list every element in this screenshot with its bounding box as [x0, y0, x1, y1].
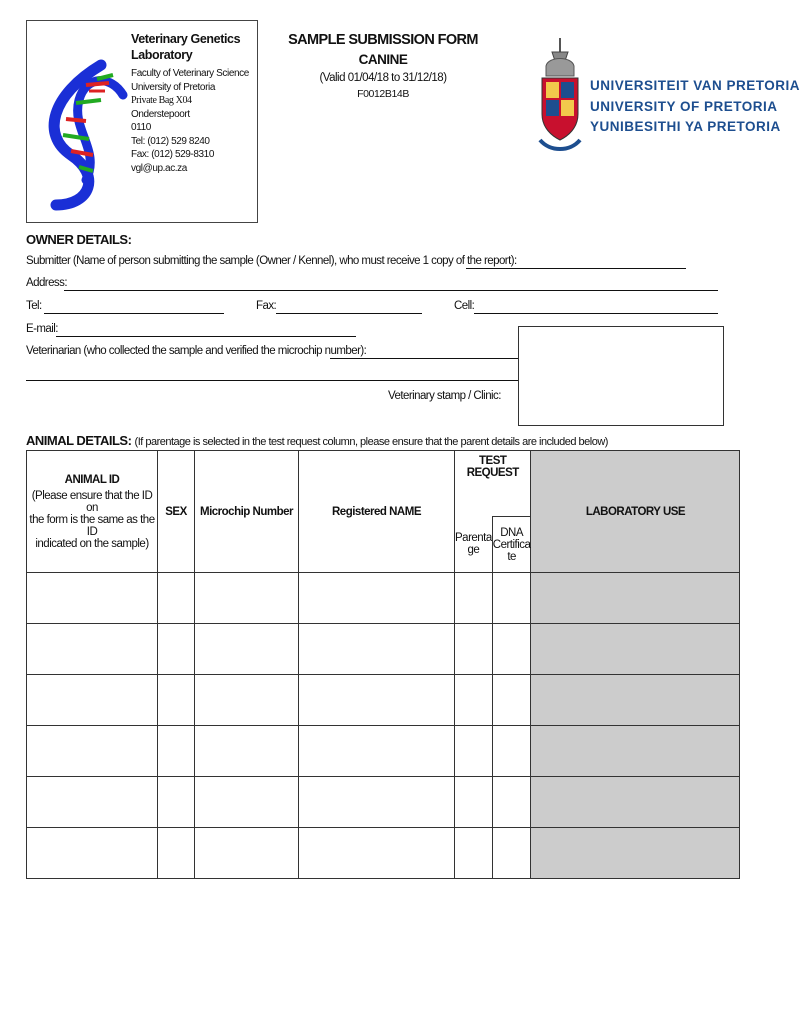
cell-animal-id[interactable]: [27, 573, 158, 624]
table-row: [27, 624, 740, 675]
veterinarian-label: Veterinarian (who collected the sample and verified the microchip number):: [26, 345, 367, 357]
address-label: Address:: [26, 277, 67, 289]
col-registered-name: Registered NAME: [299, 451, 455, 573]
form-validity: (Valid 01/04/18 to 31/12/18): [319, 72, 447, 84]
col-parentage: [455, 517, 493, 573]
lab-title-2: Laboratory: [131, 48, 193, 62]
cell-laboratory-use: [531, 777, 740, 828]
cell-dna-certificate[interactable]: [492, 726, 531, 777]
cell-sex[interactable]: [158, 573, 195, 624]
university-name-af: UNIVERSITEIT VAN PRETORIA: [590, 78, 800, 93]
veterinarian-field[interactable]: [330, 358, 518, 359]
cell-laboratory-use: [531, 675, 740, 726]
col-dna-3: te: [507, 550, 516, 563]
cell-animal-id[interactable]: [27, 675, 158, 726]
cell-parentage[interactable]: [455, 675, 493, 726]
lab-fax: Fax: (012) 529-8310: [131, 149, 215, 160]
address-field[interactable]: [64, 290, 718, 291]
cell-registered-name[interactable]: [299, 675, 455, 726]
lab-title: Veterinary Genetics: [131, 32, 241, 46]
col-sex: SEX: [158, 451, 195, 573]
cell-animal-id[interactable]: [27, 828, 158, 879]
form-header: [283, 30, 483, 101]
university-names: [590, 76, 800, 138]
col-dna-2: Certifica: [492, 538, 531, 551]
col-animal-id-note-1: (Please ensure that the ID on: [31, 489, 153, 514]
email-field[interactable]: [56, 336, 356, 337]
cell-sex[interactable]: [158, 675, 195, 726]
lab-postcode: 0110: [131, 122, 151, 133]
cell-registered-name[interactable]: [299, 573, 455, 624]
cell-microchip[interactable]: [195, 675, 299, 726]
cell-sex[interactable]: [158, 777, 195, 828]
form-code: F0012B14B: [357, 88, 409, 100]
cell-laboratory-use: [531, 573, 740, 624]
fax-label: Fax:: [256, 300, 277, 312]
lab-town: Onderstepoort: [131, 108, 190, 120]
col-dna-1: DNA: [500, 526, 524, 539]
col-animal-id-note-2: the form is the same as the ID: [29, 513, 155, 538]
table-row: [27, 726, 740, 777]
submitter-field[interactable]: [466, 268, 686, 269]
cell-microchip[interactable]: [195, 726, 299, 777]
col-microchip: Microchip Number: [195, 451, 299, 573]
col-parentage-1: Parenta: [455, 532, 492, 545]
col-test-request-1: TEST: [479, 455, 507, 467]
cell-registered-name[interactable]: [299, 777, 455, 828]
cell-animal-id[interactable]: [27, 726, 158, 777]
university-name-nso: YUNIBESITHI YA PRETORIA: [590, 119, 781, 134]
table-row: [27, 675, 740, 726]
cell-microchip[interactable]: [195, 828, 299, 879]
table-row: [27, 777, 740, 828]
col-animal-id-title: ANIMAL ID: [64, 473, 120, 486]
cell-parentage[interactable]: [455, 777, 493, 828]
cell-parentage[interactable]: [455, 828, 493, 879]
col-parentage-2: ge: [467, 544, 480, 557]
col-laboratory-use: LABORATORY USE: [531, 451, 740, 573]
form-title: SAMPLE SUBMISSION FORM: [288, 32, 478, 48]
cell-parentage[interactable]: [455, 624, 493, 675]
animal-note: (If parentage is selected in the test request column, please ensure that the parent details are included below): [134, 436, 608, 448]
cell-dna-certificate[interactable]: [492, 675, 531, 726]
cell-sex[interactable]: [158, 726, 195, 777]
veterinary-stamp-box[interactable]: [518, 326, 724, 426]
cell-animal-id[interactable]: [27, 624, 158, 675]
owner-details-heading: OWNER DETAILS:: [26, 232, 132, 247]
col-test-request: [455, 451, 531, 517]
lab-private-bag: Private Bag X04: [131, 95, 192, 106]
col-dna-certificate: [492, 517, 531, 573]
col-test-request-2: REQUEST: [466, 467, 519, 479]
cell-laboratory-use: [531, 624, 740, 675]
cell-registered-name[interactable]: [299, 624, 455, 675]
col-animal-id-note-3: indicated on the sample): [35, 537, 149, 550]
cell-animal-id[interactable]: [27, 777, 158, 828]
cell-sex[interactable]: [158, 624, 195, 675]
col-animal-id: [27, 451, 158, 573]
lab-tel: Tel: (012) 529 8240: [131, 135, 210, 147]
lab-faculty: Faculty of Veterinary Science: [131, 68, 249, 79]
cell-laboratory-use: [531, 828, 740, 879]
table-row: [27, 573, 740, 624]
cell-registered-name[interactable]: [299, 828, 455, 879]
tel-label: Tel:: [26, 300, 42, 312]
cell-registered-name[interactable]: [299, 726, 455, 777]
animal-details-heading: [26, 433, 608, 448]
university-name-en: UNIVERSITY OF PRETORIA: [590, 98, 778, 114]
tel-field[interactable]: [44, 313, 224, 314]
email-label: E-mail:: [26, 323, 58, 335]
table-row: [27, 828, 740, 879]
cell-microchip[interactable]: [195, 777, 299, 828]
veterinarian-field-2[interactable]: [26, 380, 518, 381]
university-crest: [538, 36, 582, 152]
cell-microchip[interactable]: [195, 624, 299, 675]
cell-label: Cell:: [454, 300, 475, 312]
stamp-label: Veterinary stamp / Clinic:: [388, 390, 501, 402]
fax-field[interactable]: [276, 313, 422, 314]
lab-email[interactable]: vgl@up.ac.za: [131, 162, 187, 174]
cell-parentage[interactable]: [455, 726, 493, 777]
submitter-label: Submitter (Name of person submitting the sample (Owner / Kennel), who must receive 1 copy of the report):: [26, 255, 517, 267]
lab-info-box: [26, 20, 258, 223]
animal-heading-text: ANIMAL DETAILS:: [26, 433, 132, 448]
cell-sex[interactable]: [158, 828, 195, 879]
cell-dna-certificate[interactable]: [492, 828, 531, 879]
cell-dna-certificate[interactable]: [492, 573, 531, 624]
lab-university: University of Pretoria: [131, 81, 216, 93]
cell-dna-certificate[interactable]: [492, 777, 531, 828]
animal-details-table: [26, 450, 740, 879]
dna-helix-logo: [31, 55, 143, 215]
cell-microchip[interactable]: [195, 573, 299, 624]
form-species: CANINE: [358, 52, 408, 67]
cell-parentage[interactable]: [455, 573, 493, 624]
cell-laboratory-use: [531, 726, 740, 777]
cell-field[interactable]: [474, 313, 718, 314]
cell-dna-certificate[interactable]: [492, 624, 531, 675]
